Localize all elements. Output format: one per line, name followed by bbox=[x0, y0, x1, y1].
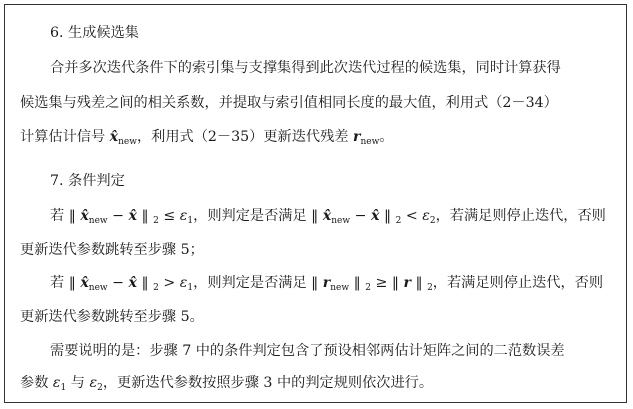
condition-2-line-1: 若 ‖ $x̂_{new}$ − x̂ ‖ $_2 > \varepsilon_1$，则判定是否满足 ‖ $r_{new}$ ‖ $_2$ ≥ ‖ r ‖ $_2$，若满足则停止迭代，否则 bbox=[50, 275, 604, 293]
condition-1-line-1: 若 ‖ $x̂_{new}$ − x̂ ‖ $_2 \le \varepsilon_1$，则判定是否满足 ‖ $x̂_{new}$ − x̂ ‖ $_2 < \varepsilon_2$，若满足则停止迭代，否则 bbox=[50, 208, 606, 226]
note-line-1: 需要说明的是：步骤 7 中的条件判定包含了预设相邻两估计矩阵之间的二范数误差 bbox=[50, 343, 565, 359]
section-6-heading: 6. 生成候选集 bbox=[50, 25, 139, 41]
content-box bbox=[4, 4, 627, 403]
section-6-line-1: 合并多次迭代条件下的索引集与支撑集得到此次迭代过程的候选集，同时计算获得 bbox=[50, 60, 561, 76]
condition-2-line-2: 更新迭代参数跳转至步骤 5。 bbox=[20, 309, 204, 325]
condition-1-line-2: 更新迭代参数跳转至步骤 5； bbox=[20, 242, 204, 258]
note-line-2: 参数 $\varepsilon_1$ 与 $\varepsilon_2$，更新迭代参数按照步骤 3 中的判定规则依次进行。 bbox=[20, 375, 434, 393]
section-6-line-3: 计算估计信号 $x̂_{new}$，利用式（2－35）更新迭代残差 $r_{new}$。 bbox=[20, 129, 394, 147]
section-7-heading: 7. 条件判定 bbox=[50, 173, 125, 189]
section-6-line-2: 候选集与残差之间的相关系数，并提取与索引值相同长度的最大值，利用式（2－34） bbox=[20, 95, 558, 111]
